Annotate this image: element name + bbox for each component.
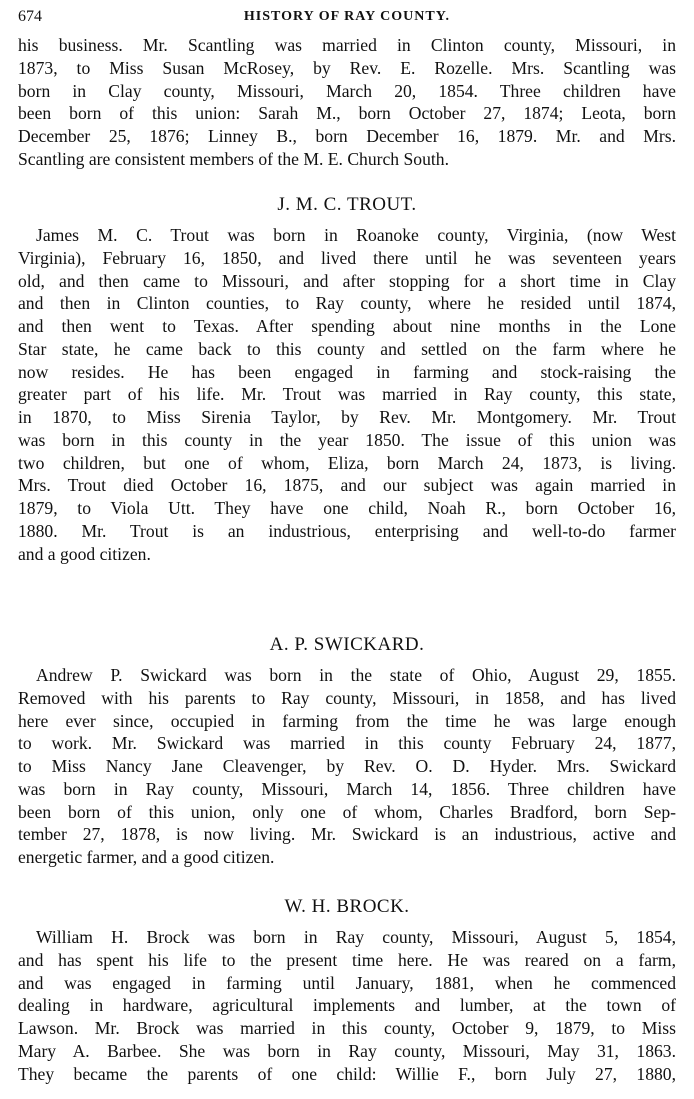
section-heading: A. P. SWICKARD.	[269, 634, 425, 655]
text-line: Star state, he came back to this county and settled on the farm where he	[18, 338, 676, 359]
text-line: Virginia), February 16, 1850, and lived there until he was seventeen years	[18, 247, 676, 268]
text-line: greater part of his life. Mr. Trout was married in Ray county, this state,	[18, 384, 676, 405]
text-line: James M. C. Trout was born in Roanoke county, Virginia, (now West	[36, 225, 676, 245]
running-title: HISTORY OF RAY COUNTY.	[243, 9, 451, 24]
text-line: tember 27, 1878, is now living. Mr. Swickard is an industrious, active and	[18, 824, 676, 845]
text-line: and has spent his life to the present time here. He was reared on a farm,	[18, 949, 676, 970]
text-line: energetic farmer, and a good citizen.	[18, 847, 275, 867]
text-line: and then in Clinton counties, to Ray county, where he resided until 1874,	[18, 293, 676, 314]
text-line: to work. Mr. Swickard was married in this county February 24, 1877,	[18, 733, 676, 754]
text-line: two children, but one of whom, Eliza, born March 24, 1873, is living.	[18, 452, 676, 473]
section-scantling-continued	[18, 34, 676, 171]
text-line: and a good citizen.	[18, 543, 151, 564]
text-line: his business. Mr. Scantling was married in Clinton county, Missouri, in	[18, 35, 676, 55]
section-heading: J. M. C. TROUT.	[277, 194, 417, 215]
text-line: to Miss Nancy Jane Cleavenger, by Rev. O. D. Hyder. Mrs. Swickard	[18, 756, 676, 776]
text-line: Scantling are consistent members of the M. E. Church South.	[18, 148, 449, 169]
text-line: December 25, 1876; Linney B., born December 16, 1879. Mr. and Mrs.	[18, 126, 676, 146]
text-line: been born of this union: Sarah M., born October 27, 1874; Leota, born	[18, 103, 676, 124]
text-line: and was engaged in farming until January, 1881, when he commenced	[18, 972, 676, 993]
text-line: Mary A. Barbee. She was born in Ray county, Missouri, May 31, 1863.	[18, 1040, 676, 1061]
page-number: 674	[18, 8, 42, 25]
text-line: Mrs. Trout died October 16, 1875, and our subject was again married in	[18, 475, 676, 496]
text-line: and then went to Texas. After spending about nine months in the Lone	[18, 316, 676, 336]
text-line: William H. Brock was born in Ray county, Missouri, August 5, 1854,	[36, 927, 676, 947]
text-line: dealing in hardware, agricultural implements and lumber, at the town of	[18, 995, 676, 1016]
text-line: Lawson. Mr. Brock was married in this county, October 9, 1879, to Miss	[18, 1018, 676, 1038]
section-heading: W. H. BROCK.	[284, 896, 410, 917]
page-header	[18, 8, 676, 32]
text-line: here ever since, occupied in farming from the time he was large enough	[18, 710, 676, 731]
text-line: now resides. He has been engaged in farming and stock-raising the	[18, 361, 676, 382]
text-line: 1880. Mr. Trout is an industrious, enterprising and well-to-do farmer	[18, 520, 676, 541]
text-line: Andrew P. Swickard was born in the state of Ohio, August 29, 1855.	[36, 665, 676, 685]
text-line: 1873, to Miss Susan McRosey, by Rev. E. Rozelle. Mrs. Scantling was	[18, 57, 676, 78]
text-line: born in Clay county, Missouri, March 20, 1854. Three children have	[18, 80, 676, 101]
text-line: old, and then came to Missouri, and after stopping for a short time in Clay	[18, 270, 676, 291]
section-trout	[18, 193, 676, 565]
text-line: 1879, to Viola Utt. They have one child, Noah R., born October 16,	[18, 498, 676, 518]
text-line: was born in this county in the year 1850. The issue of this union was	[18, 429, 676, 450]
section-swickard	[18, 633, 676, 869]
text-line: was born in Ray county, Missouri, March 14, 1856. Three children have	[18, 778, 676, 799]
text-line: in 1870, to Miss Sirenia Taylor, by Rev. Mr. Montgomery. Mr. Trout	[18, 407, 676, 427]
text-line: Removed with his parents to Ray county, Missouri, in 1858, and has lived	[18, 687, 676, 708]
text-line: They became the parents of one child: Willie F., born July 27, 1880,	[18, 1063, 676, 1084]
text-line: been born of this union, only one of whom, Charles Bradford, born Sep-	[18, 801, 676, 822]
section-brock	[18, 895, 676, 1085]
